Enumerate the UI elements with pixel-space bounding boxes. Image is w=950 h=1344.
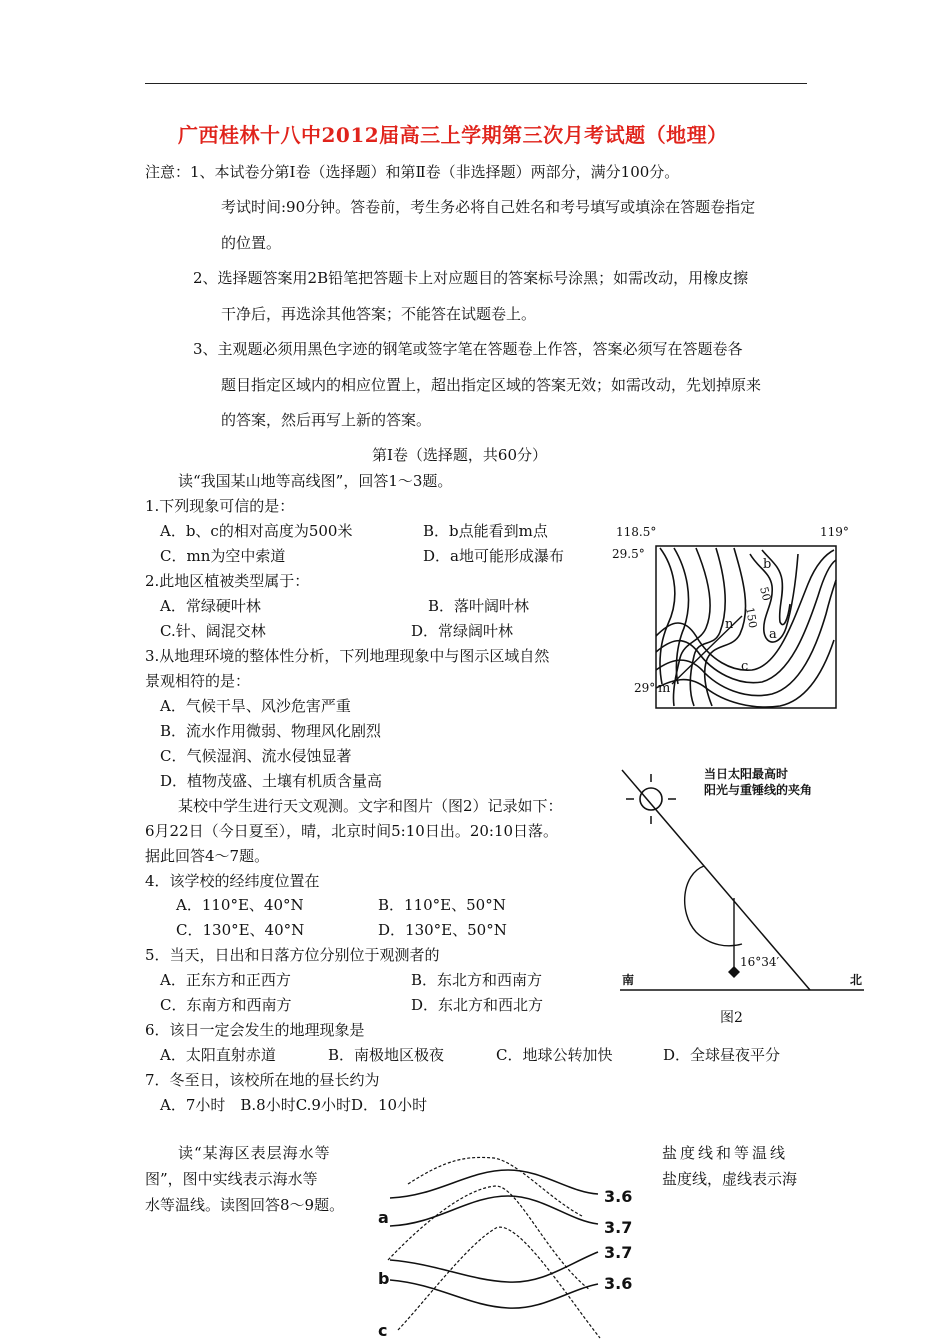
- label-m: m: [658, 681, 671, 696]
- label-150: 150: [743, 606, 760, 630]
- q3-stem-line-2: 景观相符的是：: [145, 672, 251, 690]
- q4-stem: 4．该学校的经纬度位置在: [145, 872, 320, 890]
- intro-3-line-1-right: 盐度线和等温线: [662, 1144, 789, 1162]
- label-3-7-bottom: 3.7: [604, 1243, 633, 1262]
- q3-stem-line-1: 3.从地理环境的整体性分析，下列地理现象中与图示区域自然: [145, 647, 550, 665]
- note-line-2: 考试时间:90分钟。答卷前，考生务必将自己姓名和考号填写或填涂在答题卷指定: [221, 198, 756, 216]
- q3-option-c: C．气候湿润、流水侵蚀显著: [160, 747, 352, 765]
- map-frame: [656, 546, 836, 708]
- intro-3-line-3-left: 水等温线。读图回答8～9题。: [145, 1196, 345, 1214]
- fig2-caption-line-2: 阳光与重锤线的夹角: [704, 783, 813, 797]
- q5-option-a: A．正东方和正西方: [160, 971, 291, 989]
- q3-option-a: A．气候干旱、风沙危害严重: [160, 697, 351, 715]
- q7-options: A．7小时 B.8小时C.9小时D．10小时: [160, 1096, 428, 1114]
- angle-value: 16°34′: [740, 955, 780, 969]
- label-north: 北: [850, 973, 863, 987]
- label-3-6-bottom: 3.6: [604, 1274, 633, 1293]
- intro-1: 读“我国某山地等高线图”，回答1～3题。: [178, 472, 453, 490]
- q6-option-a: A．太阳直射赤道: [160, 1046, 276, 1064]
- label-3-7-top: 3.7: [604, 1218, 633, 1237]
- isohaline-lines: [390, 1170, 598, 1308]
- label-3-6-top: 3.6: [604, 1187, 633, 1206]
- q2-option-a: A．常绿硬叶林: [160, 597, 261, 615]
- intro-2-line-1: 某校中学生进行天文观测。文字和图片（图2）记录如下：: [178, 797, 563, 815]
- q6-option-c: C．地球公转加快: [496, 1046, 613, 1064]
- note-line-1: 注意：1、本试卷分第Ⅰ卷（选择题）和第Ⅱ卷（非选择题）两部分，满分100分。: [145, 163, 680, 181]
- q5-option-c: C．东南方和西南方: [160, 996, 292, 1014]
- isotherm-lines: [388, 1157, 600, 1338]
- q5-option-b: B．东北方和西南方: [411, 971, 543, 989]
- fig2-name: 图2: [720, 1010, 743, 1026]
- q5-stem: 5．当天，日出和日落方位分别位于观测者的: [145, 946, 440, 964]
- intro-2-line-2: 6月22日（今日夏至），晴，北京时间5:10日出。20:10日落。: [145, 822, 559, 840]
- q6-option-d: D．全球昼夜平分: [663, 1046, 781, 1064]
- intro-3-line-2-right: 盐度线，虚线表示海: [662, 1170, 798, 1188]
- q6-option-b: B．南极地区极夜: [328, 1046, 445, 1064]
- label-50: 50: [757, 585, 774, 603]
- label-c-point: c: [378, 1321, 388, 1340]
- lat-bottom-label: 29°: [634, 681, 656, 695]
- lat-top-label: 29.5°: [612, 547, 645, 561]
- label-c: c: [741, 659, 749, 674]
- section-heading: 第Ⅰ卷（选择题，共60分）: [372, 446, 548, 464]
- contour-lines: [656, 548, 836, 707]
- top-rule: [145, 83, 807, 84]
- q2-option-c: C.针、阔混交林: [160, 622, 266, 640]
- q6-stem: 6．该日一定会发生的地理现象是: [145, 1021, 365, 1039]
- salinity-isotherm-figure: [368, 1148, 648, 1340]
- q3-option-d: D．植物茂盛、土壤有机质含量高: [160, 772, 383, 790]
- q1-option-b: B．b点能看到m点: [423, 522, 548, 540]
- label-south: 南: [622, 973, 635, 987]
- sun-ray-line: [622, 770, 813, 990]
- note-line-6: 3、主观题必须用黑色字迹的钢笔或签字笔在答题卷上作答，答案必须写在答题卷各: [193, 340, 743, 358]
- intro-3-line-2-left: 图”，图中实线表示海水等: [145, 1170, 318, 1188]
- label-b: b: [763, 557, 772, 572]
- q5-option-d: D．东北方和西北方: [411, 996, 544, 1014]
- q4-option-a: A．110°E、40°N: [176, 896, 304, 914]
- plumb-bob: [728, 966, 740, 978]
- sun-icon: [626, 774, 676, 824]
- lon-left-label: 118.5°: [616, 525, 657, 539]
- note-line-5: 干净后，再选涂其他答案；不能答在试题卷上。: [221, 305, 537, 323]
- q1-stem: 1.下列现象可信的是：: [145, 497, 295, 515]
- label-a-point: a: [378, 1208, 389, 1227]
- contour-map-figure: [612, 524, 862, 714]
- intro-3-line-1-left: 读“某海区表层海水等: [178, 1144, 331, 1162]
- q4-option-b: B．110°E、50°N: [378, 896, 506, 914]
- note-line-3: 的位置。: [221, 234, 282, 252]
- fig2-caption-line-1: 当日太阳最高时: [704, 767, 789, 781]
- q4-option-c: C．130°E、40°N: [176, 921, 305, 939]
- label-a: a: [769, 627, 777, 642]
- q1-option-a: A．b、c的相对高度为500米: [160, 522, 353, 540]
- label-b-point: b: [378, 1269, 390, 1288]
- lon-right-label: 119°: [820, 525, 849, 539]
- q1-option-d: D．a地可能形成瀑布: [423, 547, 564, 565]
- note-line-4: 2、选择题答案用2B铅笔把答题卡上对应题目的答案标号涂黑；如需改动，用橡皮擦: [193, 269, 749, 287]
- q3-option-b: B．流水作用微弱、物理风化剧烈: [160, 722, 382, 740]
- note-line-8: 的答案，然后再写上新的答案。: [221, 411, 432, 429]
- q2-stem: 2.此地区植被类型属于：: [145, 572, 310, 590]
- exam-title: 广西桂林十八中2012届高三上学期第三次月考试题（地理）: [178, 123, 728, 147]
- q1-option-c: C．mn为空中索道: [160, 547, 286, 565]
- q2-option-b: B．落叶阔叶林: [428, 597, 530, 615]
- note-line-7: 题目指定区域内的相应位置上，超出指定区域的答案无效；如需改动，先划掉原来: [221, 376, 762, 394]
- sun-angle-figure: [612, 762, 872, 1032]
- label-n: n: [725, 617, 734, 632]
- q7-stem: 7．冬至日，该校所在地的昼长约为: [145, 1071, 380, 1089]
- q4-option-d: D．130°E、50°N: [378, 921, 507, 939]
- intro-2-line-3: 据此回答4～7题。: [145, 847, 270, 865]
- q2-option-d: D．常绿阔叶林: [411, 622, 514, 640]
